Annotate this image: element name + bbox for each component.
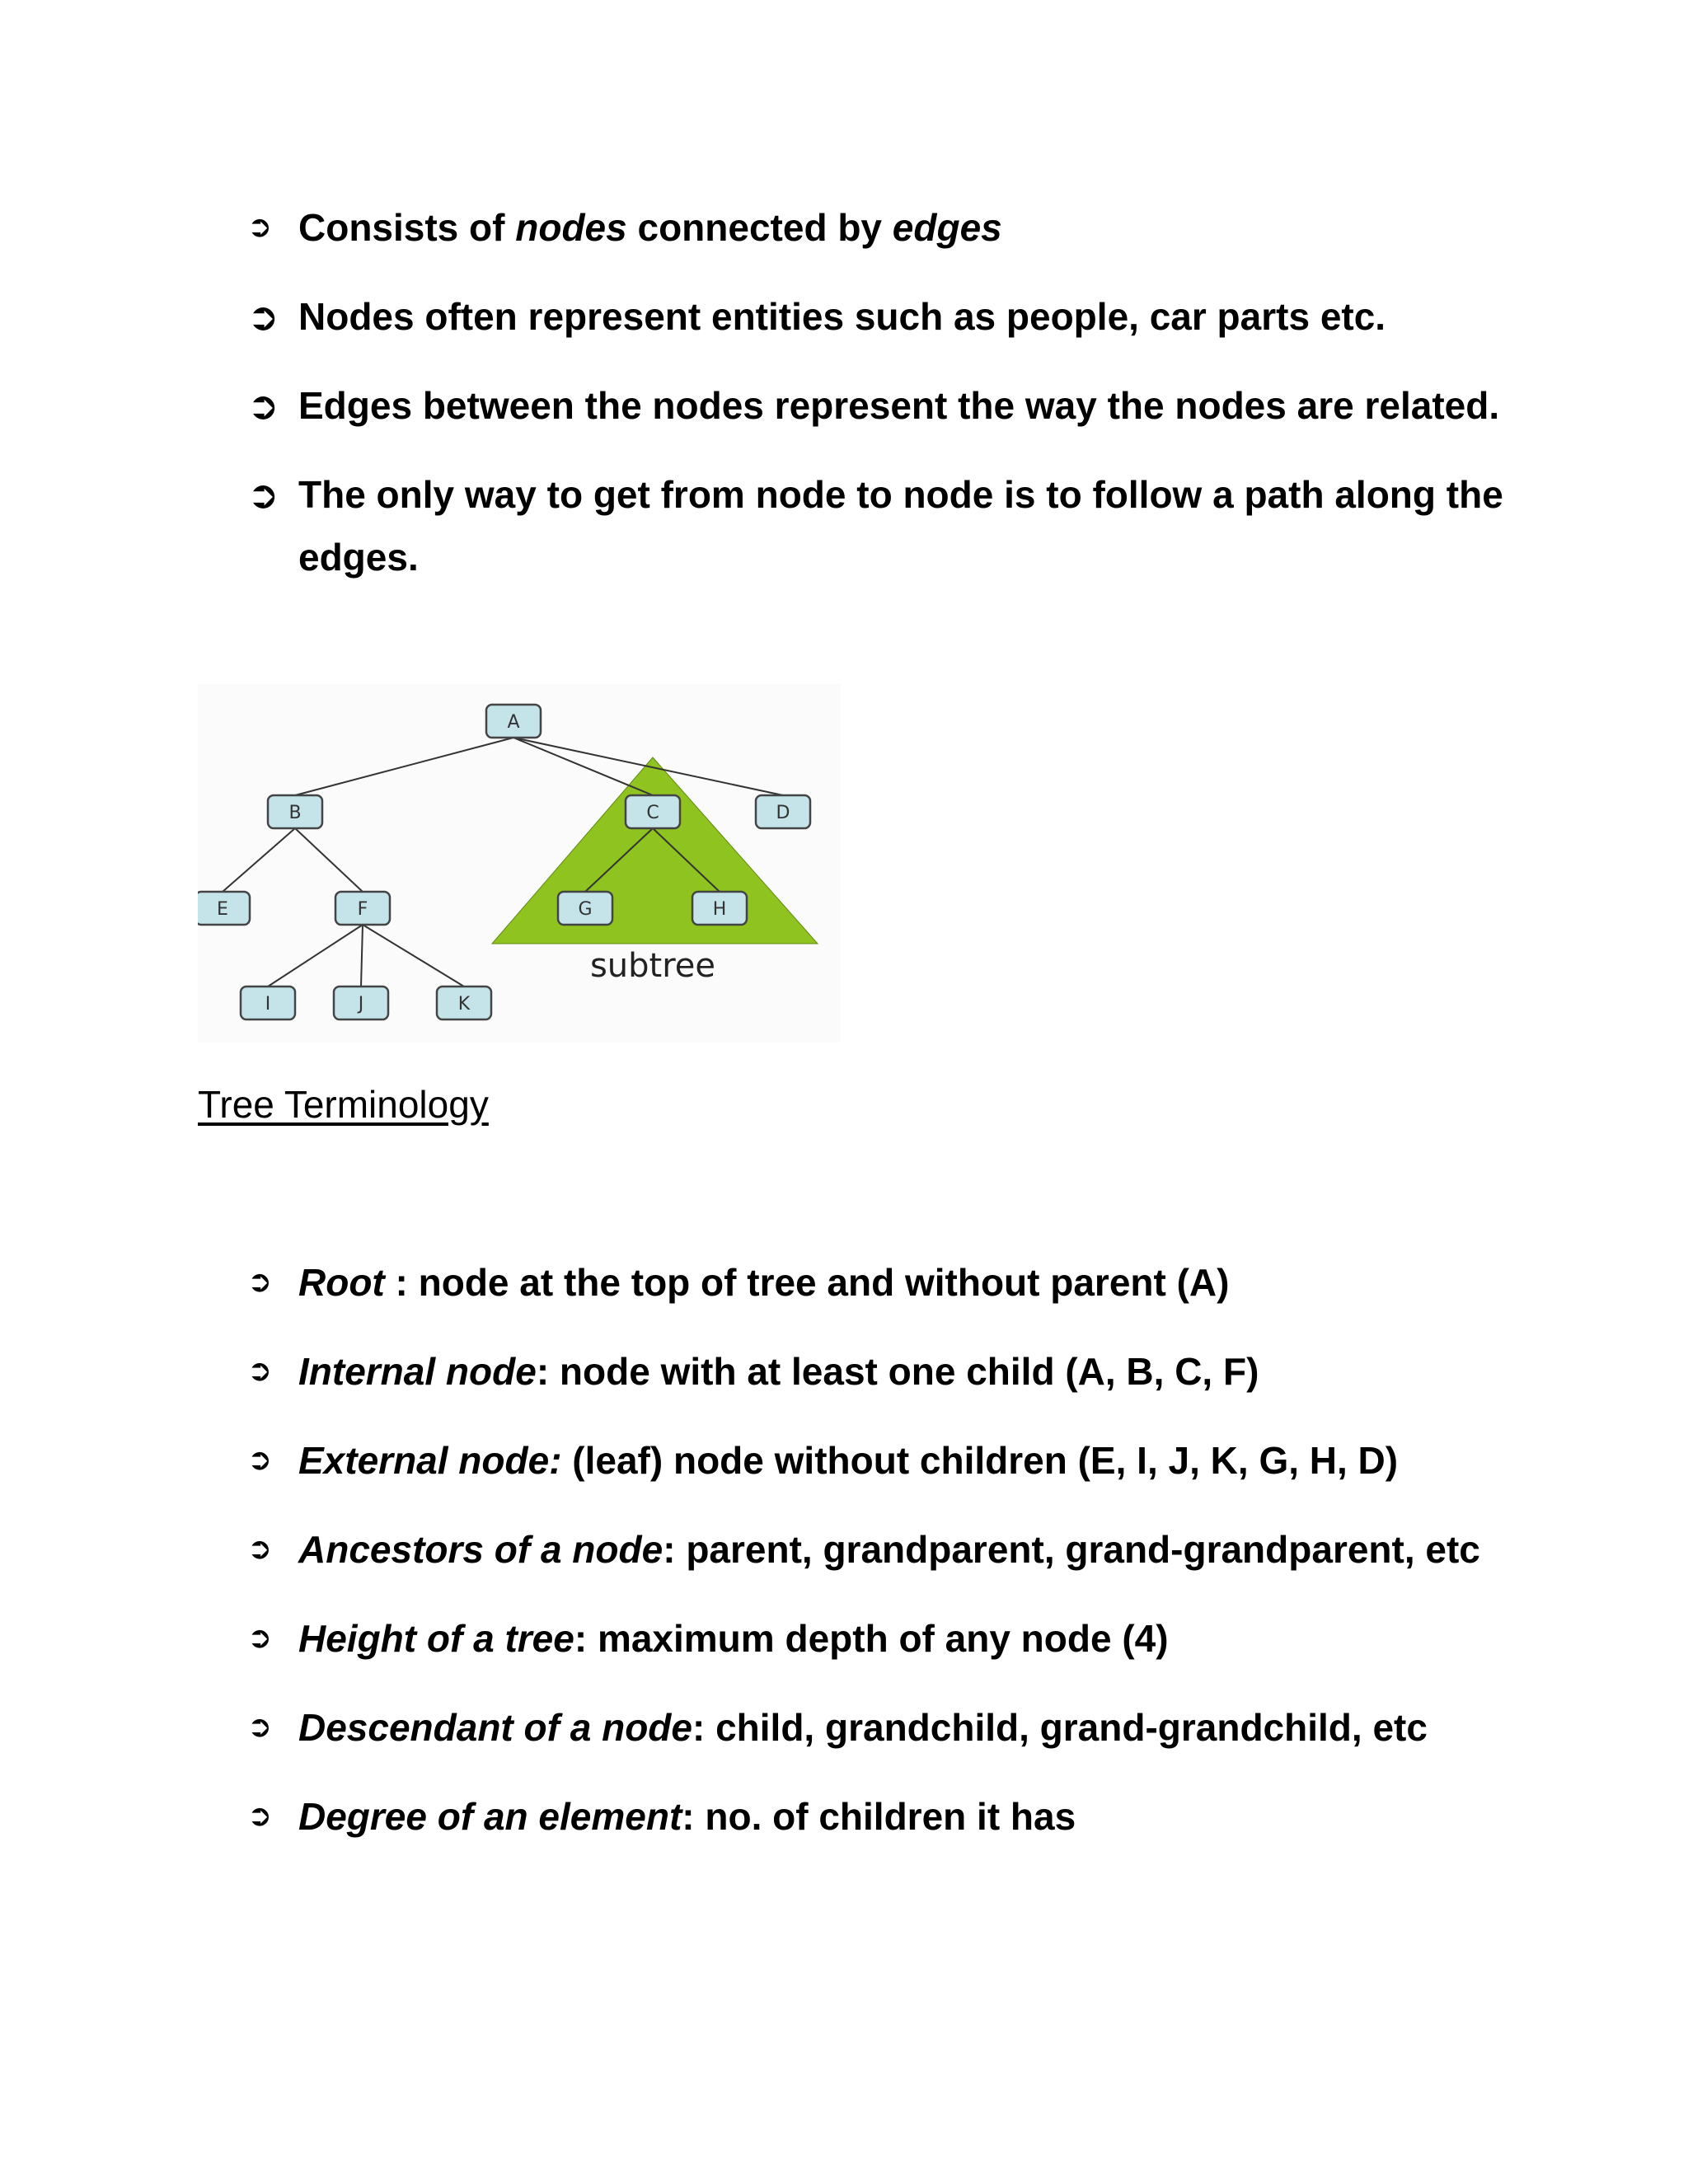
terminology-item xyxy=(247,1607,1533,1670)
terminology-item xyxy=(247,1340,1533,1403)
tree-node-b xyxy=(268,795,322,828)
term-separator: : xyxy=(682,1795,706,1838)
arrow-bullet-icon: ➲ xyxy=(247,383,279,428)
tree-node-d xyxy=(756,795,810,828)
node-label: K xyxy=(457,994,471,1015)
arrow-bullet-icon: ➲ xyxy=(247,1710,273,1744)
tree-node-h xyxy=(692,892,747,925)
terminology-list xyxy=(247,1251,1533,1874)
term-separator xyxy=(562,1439,573,1482)
subtree-label: subtree xyxy=(589,947,716,985)
node-label: D xyxy=(776,803,790,823)
node-label: A xyxy=(507,712,520,733)
tree-node-k xyxy=(437,987,491,1019)
terminology-item xyxy=(247,1251,1533,1314)
term-name: Ancestors of a node xyxy=(298,1528,663,1571)
term-name: Internal node xyxy=(298,1350,537,1393)
intro-bullet xyxy=(247,285,1533,348)
arrow-bullet-icon: ➲ xyxy=(247,1621,273,1655)
node-label: J xyxy=(358,994,364,1015)
term-separator: : xyxy=(536,1350,560,1393)
term-definition: node with at least one child (A, B, C, F) xyxy=(559,1350,1259,1393)
term-name: Degree of an element xyxy=(298,1795,682,1838)
term-name: Height of a tree xyxy=(298,1617,574,1660)
bullet-text: Edges between the nodes represent the way the nodes are related. xyxy=(298,384,1500,427)
term-name: Descendant of a node xyxy=(298,1706,692,1749)
tree-node-i xyxy=(241,987,295,1019)
intro-bullet xyxy=(247,196,1533,259)
terminology-item xyxy=(247,1518,1533,1581)
term-name: External node: xyxy=(298,1439,562,1482)
term-definition: parent, grandparent, grand-grandparent, etc xyxy=(686,1528,1480,1571)
terminology-item xyxy=(247,1785,1533,1848)
term-definition: (leaf) node without children (E, I, J, K, G, H, D) xyxy=(572,1439,1399,1482)
tree-node-g xyxy=(558,892,612,925)
node-label: I xyxy=(265,994,271,1015)
term-separator: : xyxy=(384,1261,419,1304)
arrow-bullet-icon: ➲ xyxy=(247,1443,273,1477)
term-definition: maximum depth of any node (4) xyxy=(597,1617,1169,1660)
term-name: Root xyxy=(298,1261,385,1304)
term-separator: : xyxy=(692,1706,716,1749)
node-label: C xyxy=(646,803,659,823)
node-label: F xyxy=(357,899,368,920)
node-label: H xyxy=(712,899,727,920)
arrow-bullet-icon: ➲ xyxy=(247,1354,273,1388)
section-heading: Tree Terminology xyxy=(198,1083,489,1126)
intro-bullet xyxy=(247,463,1533,588)
intro-bullet-list xyxy=(247,196,1533,615)
term-definition: child, grandchild, grand-grandchild, etc xyxy=(715,1706,1428,1749)
arrow-bullet-icon: ➲ xyxy=(247,1799,273,1833)
arrow-bullet-icon: ➲ xyxy=(247,210,273,244)
node-label: G xyxy=(578,899,593,920)
bullet-text: The only way to get from node to node is to follow a path along the edges. xyxy=(298,473,1503,579)
term-separator: : xyxy=(574,1617,598,1660)
terminology-item xyxy=(247,1696,1533,1759)
arrow-bullet-icon: ➲ xyxy=(247,1532,273,1566)
tree-node-j xyxy=(334,987,388,1019)
tree-node-c xyxy=(626,795,680,828)
node-label: E xyxy=(217,899,228,920)
node-label: B xyxy=(288,803,302,823)
intro-bullet xyxy=(247,374,1533,437)
terminology-item xyxy=(247,1429,1533,1492)
tree-node-f xyxy=(335,892,390,925)
term-definition: node at the top of tree and without parent (A) xyxy=(418,1261,1230,1304)
arrow-bullet-icon: ➲ xyxy=(247,294,279,339)
term-definition: no. of children it has xyxy=(705,1795,1076,1838)
bullet-text: Consists of nodes connected by edges xyxy=(298,206,1002,249)
tree-node-a xyxy=(486,705,541,738)
tree-diagram xyxy=(198,684,841,1043)
bullet-text: Nodes often represent entities such as people, car parts etc. xyxy=(298,295,1386,338)
term-separator: : xyxy=(663,1528,687,1571)
tree-node-e xyxy=(198,892,250,925)
arrow-bullet-icon: ➲ xyxy=(247,472,279,517)
arrow-bullet-icon: ➲ xyxy=(247,1265,273,1299)
